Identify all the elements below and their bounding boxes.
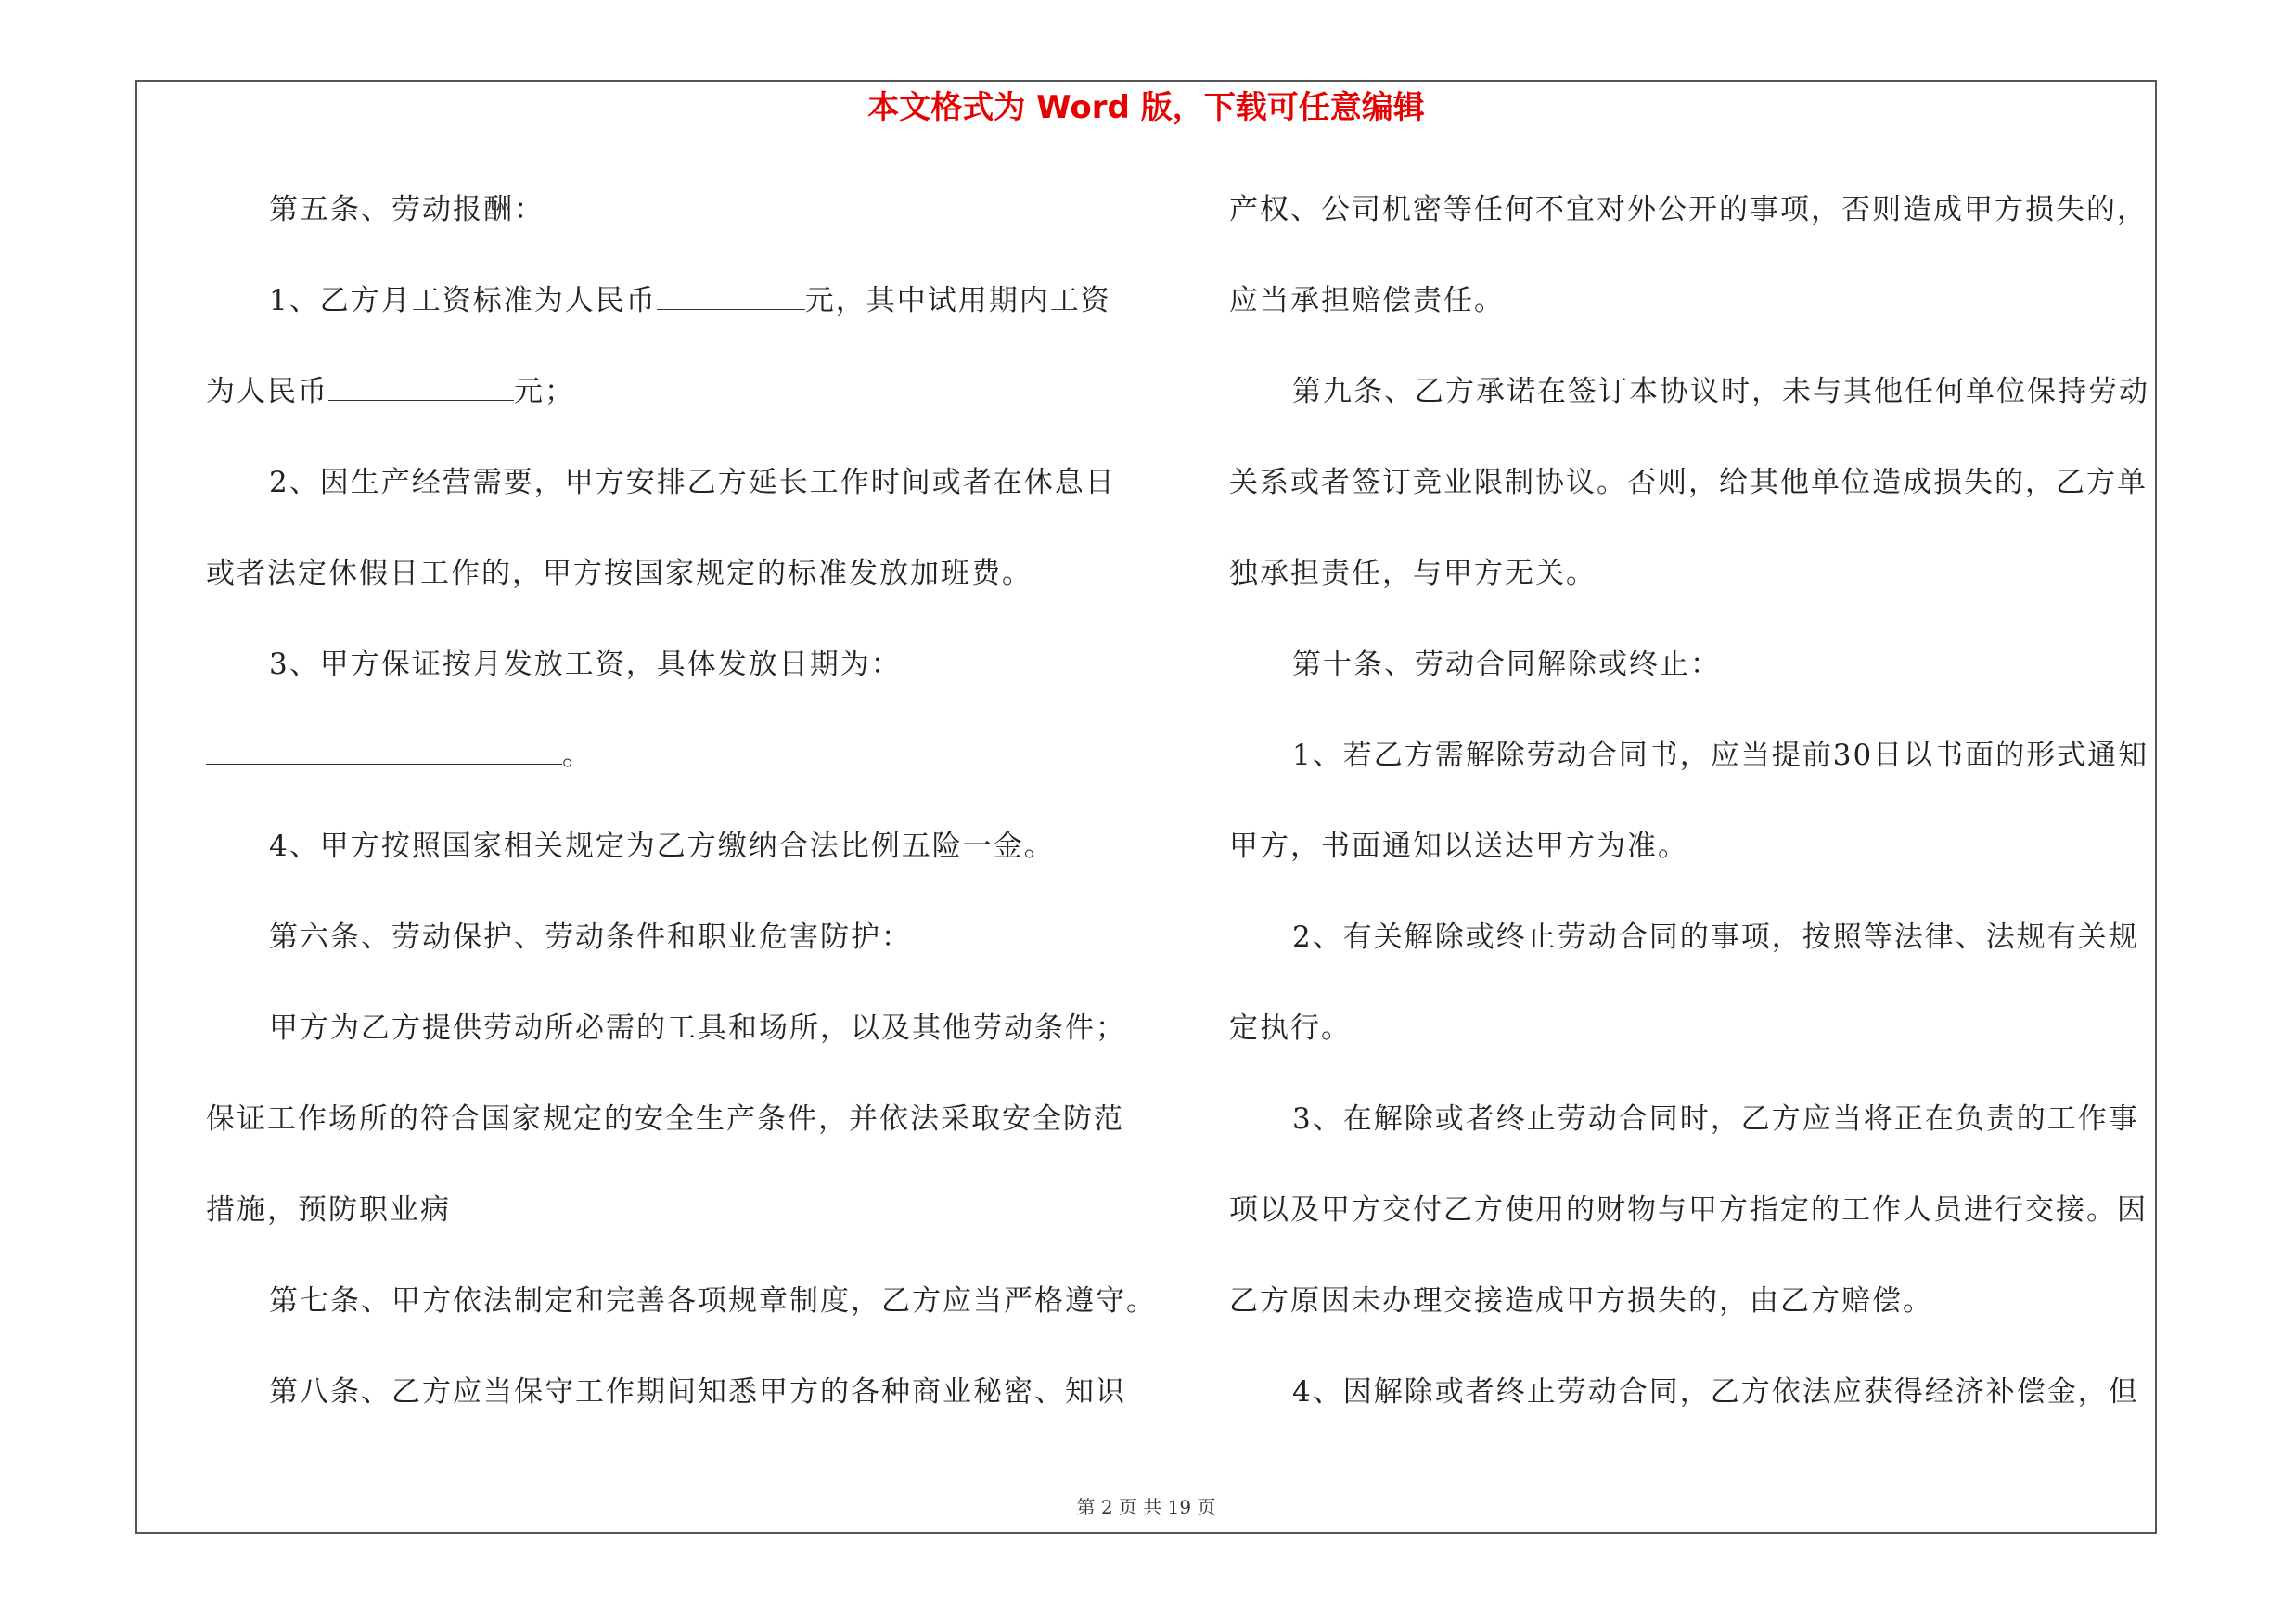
text-line: 4、因解除或者终止劳动合同，乙方依法应获得经济补偿金，但 [1292, 1375, 2139, 1409]
fill-in-blank [206, 738, 562, 765]
text-line: 2、因生产经营需要，甲方安排乙方延长工作时间或者在休息日 [269, 466, 1116, 499]
text-line: 定执行。 [1229, 1011, 1352, 1045]
text-line: 第十条、劳动合同解除或终止： [1292, 648, 1721, 681]
text-line: 2、有关解除或终止劳动合同的事项，按照等法律、法规有关规 [1292, 921, 2139, 954]
text-line [206, 728, 1124, 818]
text-line: 第七条、甲方依法制定和完善各项规章制度，乙方应当严格遵守。 [269, 1284, 1157, 1318]
text-line: 项以及甲方交付乙方使用的财物与甲方指定的工作人员进行交接。因 [1229, 1193, 2148, 1227]
text-segment: 元； [514, 375, 575, 408]
text-line: 应当承担赔偿责任。 [1229, 284, 1505, 317]
page-number: 第 2 页 共 19 页 [1076, 1496, 1216, 1518]
text-line: 第六条、劳动保护、劳动条件和职业危害防护： [269, 921, 912, 954]
text-line: 或者法定休假日工作的，甲方按国家规定的标准发放加班费。 [206, 557, 1033, 590]
text-line: 4、甲方按照国家相关规定为乙方缴纳合法比例五险一金。 [269, 830, 1055, 863]
text-line: 独承担责任，与甲方无关。 [1229, 557, 1597, 590]
text-line [206, 273, 1124, 364]
text-line: 3、在解除或者终止劳动合同时，乙方应当将正在负责的工作事 [1292, 1102, 2139, 1136]
format-banner: 本文格式为 Word 版，下载可任意编辑 [867, 89, 1425, 126]
text-segment: 元，其中试用期内工资 [804, 284, 1111, 317]
text-line: 措施，预防职业病 [206, 1193, 451, 1227]
text-line: 关系或者签订竞业限制协议。否则，给其他单位造成损失的，乙方单 [1229, 466, 2148, 499]
text-line: 甲方为乙方提供劳动所必需的工具和场所，以及其他劳动条件； [269, 1011, 1126, 1045]
fill-in-blank [657, 283, 805, 310]
text-line: 1、若乙方需解除劳动合同书，应当提前30日以书面的形式通知 [1292, 739, 2149, 772]
text-line: 第八条、乙方应当保守工作期间知悉甲方的各种商业秘密、知识 [269, 1375, 1126, 1409]
text-segment: 1、乙方月工资标准为人民币 [269, 284, 657, 317]
text-line [206, 364, 1124, 455]
text-line: 第五条、劳动报酬： [269, 193, 545, 226]
text-line: 产权、公司机密等任何不宜对外公开的事项，否则造成甲方损失的， [1229, 193, 2148, 226]
text-line: 保证工作场所的符合国家规定的安全生产条件，并依法采取安全防范 [206, 1102, 1124, 1136]
text-segment: 为人民币 [206, 375, 328, 408]
fill-in-blank [328, 374, 514, 401]
text-segment: 。 [562, 739, 593, 772]
text-line: 3、甲方保证按月发放工资，具体发放日期为： [269, 648, 902, 681]
text-line: 乙方原因未办理交接造成甲方损失的，由乙方赔偿。 [1229, 1284, 1933, 1318]
text-line: 甲方，书面通知以送达甲方为准。 [1229, 830, 1688, 863]
left-column [206, 182, 1157, 1455]
right-column [1229, 182, 2175, 1455]
text-line: 第九条、乙方承诺在签订本协议时，未与其他任何单位保持劳动 [1292, 375, 2149, 408]
